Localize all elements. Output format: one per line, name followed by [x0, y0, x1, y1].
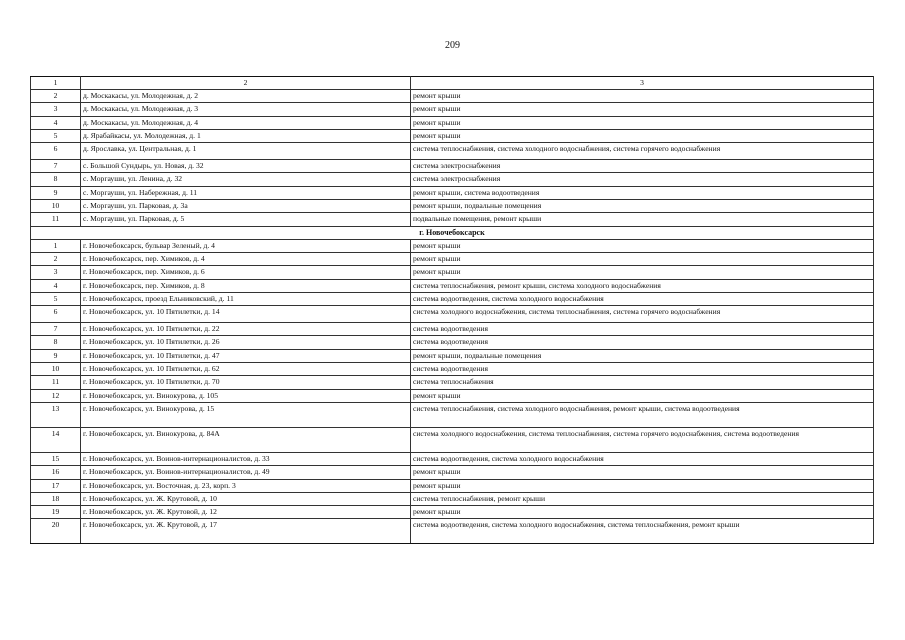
row-address: г. Новочебоксарск, ул. Винокурова, д. 105 — [81, 389, 411, 402]
table-row — [31, 376, 874, 389]
table-row — [31, 492, 874, 505]
row-number: 11 — [31, 376, 81, 389]
row-number: 8 — [31, 336, 81, 349]
table-row — [31, 389, 874, 402]
row-works: система водоотведения, система холодного водоснабжения — [411, 292, 874, 305]
row-works: ремонт крыши — [411, 479, 874, 492]
table-row — [31, 336, 874, 349]
row-works: ремонт крыши, подвальные помещения — [411, 349, 874, 362]
row-number: 1 — [31, 239, 81, 252]
row-address: г. Новочебоксарск, ул. Воинов-интернационалистов, д. 49 — [81, 466, 411, 479]
row-number: 7 — [31, 160, 81, 173]
row-works: система электроснабжения — [411, 160, 874, 173]
table-row — [31, 323, 874, 336]
table-row — [31, 200, 874, 213]
row-number: 12 — [31, 389, 81, 402]
section-title: г. Новочебоксарск — [31, 226, 874, 239]
row-number: 14 — [31, 427, 81, 452]
row-address: г. Новочебоксарск, пер. Химиков, д. 8 — [81, 279, 411, 292]
row-address: г. Новочебоксарск, бульвар Зеленый, д. 4 — [81, 239, 411, 252]
row-number: 20 — [31, 519, 81, 544]
row-number: 9 — [31, 349, 81, 362]
row-address: с. Большой Сундырь, ул. Новая, д. 32 — [81, 160, 411, 173]
row-works: ремонт крыши — [411, 389, 874, 402]
row-number: 19 — [31, 506, 81, 519]
table-row — [31, 129, 874, 142]
row-address: г. Новочебоксарск, ул. Винокурова, д. 15 — [81, 402, 411, 427]
table-row — [31, 506, 874, 519]
row-number: 10 — [31, 363, 81, 376]
row-address: с. Моргауши, ул. Парковая, д. 3а — [81, 200, 411, 213]
column-number-2: 2 — [81, 77, 411, 90]
row-address: г. Новочебоксарск, ул. Ж. Крутовой, д. 17 — [81, 519, 411, 544]
row-address: г. Новочебоксарск, пер. Химиков, д. 4 — [81, 252, 411, 265]
register-table-body — [31, 77, 874, 544]
row-number: 15 — [31, 452, 81, 465]
row-number: 3 — [31, 103, 81, 116]
row-works: система теплоснабжения, ремонт крыши — [411, 492, 874, 505]
row-number: 5 — [31, 292, 81, 305]
row-address: г. Новочебоксарск, ул. 10 Пятилетки, д. 62 — [81, 363, 411, 376]
row-address: д. Ярославка, ул. Центральная, д. 1 — [81, 143, 411, 160]
table-row — [31, 402, 874, 427]
row-works: ремонт крыши — [411, 239, 874, 252]
table-row — [31, 466, 874, 479]
row-works: ремонт крыши — [411, 90, 874, 103]
row-address: г. Новочебоксарск, ул. 10 Пятилетки, д. 22 — [81, 323, 411, 336]
table-row — [31, 452, 874, 465]
row-number: 17 — [31, 479, 81, 492]
table-row — [31, 173, 874, 186]
row-number: 16 — [31, 466, 81, 479]
row-address: г. Новочебоксарск, ул. Ж. Крутовой, д. 12 — [81, 506, 411, 519]
row-works: ремонт крыши — [411, 129, 874, 142]
column-number-3: 3 — [411, 77, 874, 90]
row-address: с. Моргауши, ул. Ленина, д. 32 — [81, 173, 411, 186]
column-number-1: 1 — [31, 77, 81, 90]
table-row — [31, 160, 874, 173]
table-row — [31, 103, 874, 116]
table-row — [31, 116, 874, 129]
table-row — [31, 239, 874, 252]
row-address: г. Новочебоксарск, пер. Химиков, д. 6 — [81, 266, 411, 279]
row-works: система теплоснабжения, ремонт крыши, система холодного водоснабжения — [411, 279, 874, 292]
row-number: 4 — [31, 116, 81, 129]
row-works: подвальные помещения, ремонт крыши — [411, 213, 874, 226]
row-address: д. Москакасы, ул. Молодежная, д. 4 — [81, 116, 411, 129]
row-address: д. Москакасы, ул. Молодежная, д. 2 — [81, 90, 411, 103]
row-works: ремонт крыши, система водоотведения — [411, 186, 874, 199]
row-works: ремонт крыши — [411, 116, 874, 129]
row-number: 10 — [31, 200, 81, 213]
row-works: система теплоснабжения, система холодного водоснабжения, ремонт крыши, система водоотведения — [411, 402, 874, 427]
table-row — [31, 519, 874, 544]
table-row — [31, 186, 874, 199]
row-address: г. Новочебоксарск, ул. 10 Пятилетки, д. 26 — [81, 336, 411, 349]
table-row — [31, 306, 874, 323]
row-number: 5 — [31, 129, 81, 142]
table-row — [31, 252, 874, 265]
row-works: ремонт крыши — [411, 103, 874, 116]
row-address: г. Новочебоксарск, ул. 10 Пятилетки, д. 70 — [81, 376, 411, 389]
row-number: 2 — [31, 90, 81, 103]
row-number: 9 — [31, 186, 81, 199]
row-address: г. Новочебоксарск, ул. Ж. Крутовой, д. 10 — [81, 492, 411, 505]
row-address: г. Новочебоксарск, проезд Ельниковский, д. 11 — [81, 292, 411, 305]
row-number: 2 — [31, 252, 81, 265]
row-address: д. Москакасы, ул. Молодежная, д. 3 — [81, 103, 411, 116]
row-works: ремонт крыши, подвальные помещения — [411, 200, 874, 213]
row-number: 6 — [31, 306, 81, 323]
row-works: система водоотведения — [411, 323, 874, 336]
table-row — [31, 349, 874, 362]
row-works: система водоотведения — [411, 336, 874, 349]
row-works: система водоотведения, система холодного водоснабжения, система теплоснабжения, ремонт крыши — [411, 519, 874, 544]
row-works: система холодного водоснабжения, система теплоснабжения, система горячего водоснабжения, система водоотведения — [411, 427, 874, 452]
row-works: ремонт крыши — [411, 252, 874, 265]
table-row — [31, 363, 874, 376]
row-works: система водоотведения, система холодного водоснабжения — [411, 452, 874, 465]
row-works: ремонт крыши — [411, 266, 874, 279]
table-header-row — [31, 77, 874, 90]
row-number: 4 — [31, 279, 81, 292]
row-address: г. Новочебоксарск, ул. Восточная, д. 23, корп. 3 — [81, 479, 411, 492]
table-row — [31, 292, 874, 305]
register-table — [30, 76, 874, 544]
row-address: г. Новочебоксарск, ул. Воинов-интернационалистов, д. 33 — [81, 452, 411, 465]
row-number: 6 — [31, 143, 81, 160]
row-number: 13 — [31, 402, 81, 427]
table-row — [31, 479, 874, 492]
row-number: 3 — [31, 266, 81, 279]
row-address: д. Ярабайкасы, ул. Молодежная, д. 1 — [81, 129, 411, 142]
row-works: система водоотведения — [411, 363, 874, 376]
section-row — [31, 226, 874, 239]
row-works: система теплоснабжения, система холодного водоснабжения, система горячего водоснабжения — [411, 143, 874, 160]
row-address: г. Новочебоксарск, ул. Винокурова, д. 84А — [81, 427, 411, 452]
row-number: 7 — [31, 323, 81, 336]
row-address: г. Новочебоксарск, ул. 10 Пятилетки, д. 47 — [81, 349, 411, 362]
row-number: 11 — [31, 213, 81, 226]
table-row — [31, 143, 874, 160]
row-number: 18 — [31, 492, 81, 505]
table-row — [31, 279, 874, 292]
row-address: с. Моргауши, ул. Набережная, д. 11 — [81, 186, 411, 199]
row-works: ремонт крыши — [411, 466, 874, 479]
row-number: 8 — [31, 173, 81, 186]
table-row — [31, 427, 874, 452]
row-works: система холодного водоснабжения, система теплоснабжения, система горячего водоснабжения — [411, 306, 874, 323]
table-row — [31, 213, 874, 226]
row-address: г. Новочебоксарск, ул. 10 Пятилетки, д. 14 — [81, 306, 411, 323]
table-row — [31, 266, 874, 279]
row-address: с. Моргауши, ул. Парковая, д. 5 — [81, 213, 411, 226]
page-number: 209 — [445, 40, 460, 51]
row-works: ремонт крыши — [411, 506, 874, 519]
row-works: система электроснабжения — [411, 173, 874, 186]
row-works: система теплоснабжения — [411, 376, 874, 389]
table-row — [31, 90, 874, 103]
